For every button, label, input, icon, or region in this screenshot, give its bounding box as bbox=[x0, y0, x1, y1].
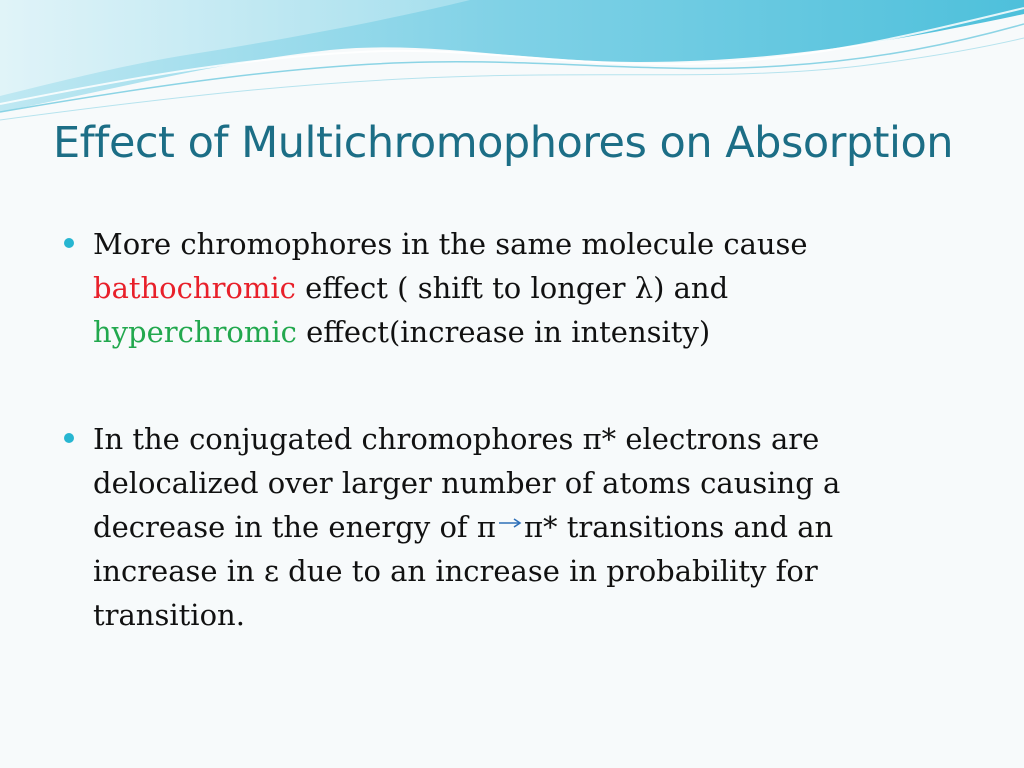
bathochromic-description: effect ( shift to longer λ) and bbox=[295, 271, 729, 305]
hyperchromic-term: hyperchromic bbox=[93, 315, 297, 349]
bullet-2-text-end: π* transitions and an increase in ε due to an increase in probability for transition. bbox=[93, 510, 834, 632]
right-arrow-icon bbox=[498, 518, 522, 528]
bullet-icon bbox=[64, 238, 74, 248]
bullet-multichromophore-effect bbox=[62, 222, 942, 354]
bullet-list bbox=[62, 222, 942, 637]
header-wave-decoration bbox=[0, 0, 1024, 130]
slide-title: Effect of Multichromophores on Absorption bbox=[53, 118, 954, 168]
bullet-2-text-start: In the conjugated chromophores π* electrons are delocalized over larger number of atoms causing a decrease in the energy of π bbox=[93, 422, 841, 544]
hyperchromic-description: effect(increase in intensity) bbox=[296, 315, 711, 349]
bullet-1-text: More chromophores in the same molecule cause bbox=[93, 227, 808, 261]
bathochromic-term: bathochromic bbox=[93, 271, 296, 305]
bullet-conjugated-chromophores bbox=[62, 417, 942, 637]
bullet-icon bbox=[64, 433, 74, 443]
